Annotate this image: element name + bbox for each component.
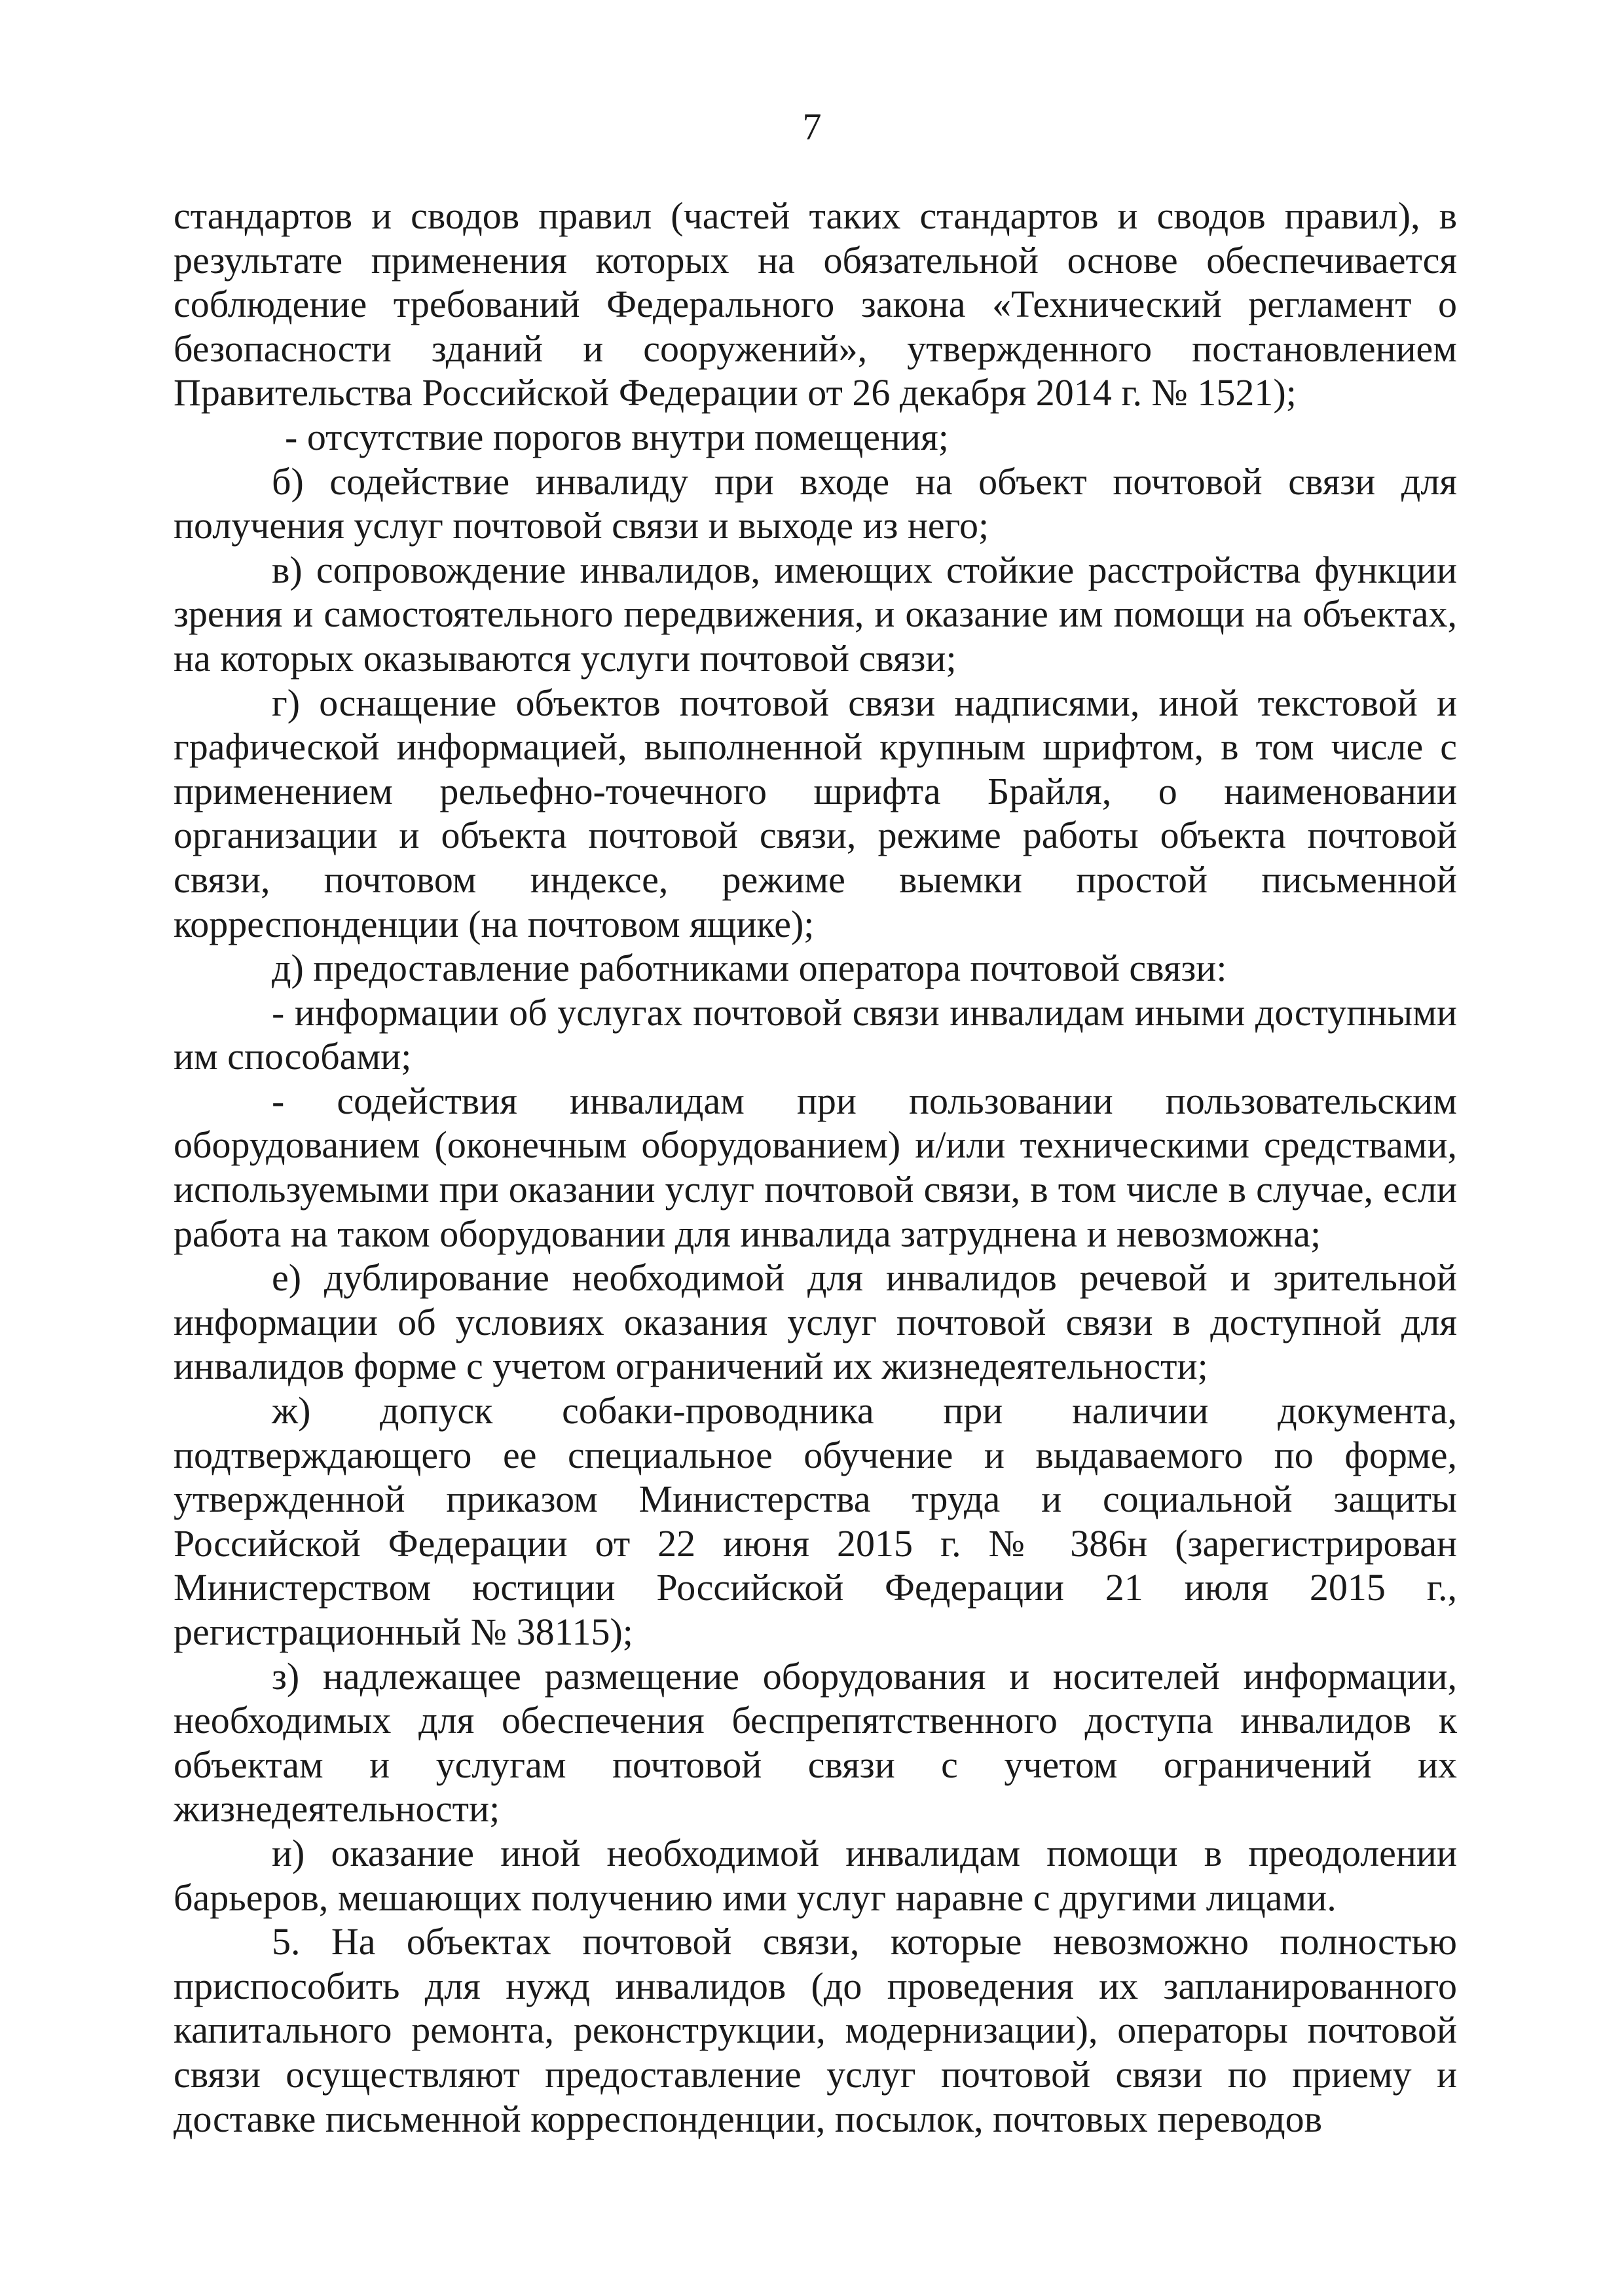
paragraph-item-zh: ж) допуск собаки-проводника при наличии документа, подтверждающего ее специальное обучение и выдаваемого по форме, утвержденной приказом Министерства труда и социальной защиты Российской Федерации от 22 июня 2015 г. № 386н (зарегистрирован Министерством юстиции Российской Федерации 21 июля 2015 г., регистрационный № 38115); bbox=[174, 1389, 1457, 1653]
paragraph-item-z: з) надлежащее размещение оборудования и носителей информации, необходимых для обеспечения беспрепятственного доступа инвалидов к объектам и услугам почтовой связи с учетом ограничений их жизнедеятельности; bbox=[174, 1654, 1457, 1831]
paragraph-item-d: д) предоставление работниками оператора почтовой связи: bbox=[272, 947, 1227, 990]
paragraph-item-d-assist: - содействия инвалидам при пользовании пользовательским оборудованием (оконечным оборудованием) и/или техническими средствами, используемыми при оказании услуг почтовой связи, в том числе в случае, если работа на таком оборудовании для инвалида затруднена и невозможна; bbox=[174, 1079, 1457, 1255]
paragraph-item-d-info: - информации об услугах почтовой связи инвалидам иными доступными им способами; bbox=[174, 991, 1457, 1078]
paragraph-item-g: г) оснащение объектов почтовой связи надписями, иной текстовой и графической информацией, выполненной крупным шрифтом, в том числе с применением рельефно-точечного шрифта Брайля, о наименовании организации и объекта почтовой связи, режиме работы объекта почтовой связи, почтовом индексе, режиме выемки простой письменной корреспонденции (на почтовом ящике); bbox=[174, 681, 1457, 945]
paragraph-continuation: стандартов и сводов правил (частей таких стандартов и сводов правил), в результате применения которых на обязательной основе обеспечивается соблюдение требований Федерального закона «Технический регламент о безопасности зданий и сооружений», утвержденного постановлением Правительства Российской Федерации от 26 декабря 2014 г. № 1521); bbox=[174, 194, 1457, 414]
paragraph-item-e: е) дублирование необходимой для инвалидов речевой и зрительной информации об условиях оказания услуг почтовой связи в доступной для инвалидов форме с учетом ограничений их жизнедеятельности; bbox=[174, 1256, 1457, 1388]
paragraph-item-v: в) сопровождение инвалидов, имеющих стойкие расстройства функции зрения и самостоятельного передвижения, и оказание им помощи на объектах, на которых оказываются услуги почтовой связи; bbox=[174, 548, 1457, 680]
paragraph-item-b: б) содействие инвалиду при входе на объект почтовой связи для получения услуг почтовой связи и выходе из него; bbox=[174, 460, 1457, 547]
paragraph-clause-5: 5. На объектах почтовой связи, которые невозможно полностью приспособить для нужд инвалидов (до проведения их запланированного капитального ремонта, реконструкции, модернизации), операторы почтовой связи осуществляют предоставление услуг почтовой связи по приему и доставке письменной корреспонденции, посылок, почтовых переводов bbox=[174, 1920, 1457, 2140]
paragraph-no-thresholds: - отсутствие порогов внутри помещения; bbox=[285, 415, 949, 458]
page-number: 7 bbox=[802, 105, 822, 148]
document-body bbox=[174, 194, 1457, 2141]
paragraph-item-i: и) оказание иной необходимой инвалидам помощи в преодолении барьеров, мешающих получению ими услуг наравне с другими лицами. bbox=[174, 1831, 1457, 1919]
